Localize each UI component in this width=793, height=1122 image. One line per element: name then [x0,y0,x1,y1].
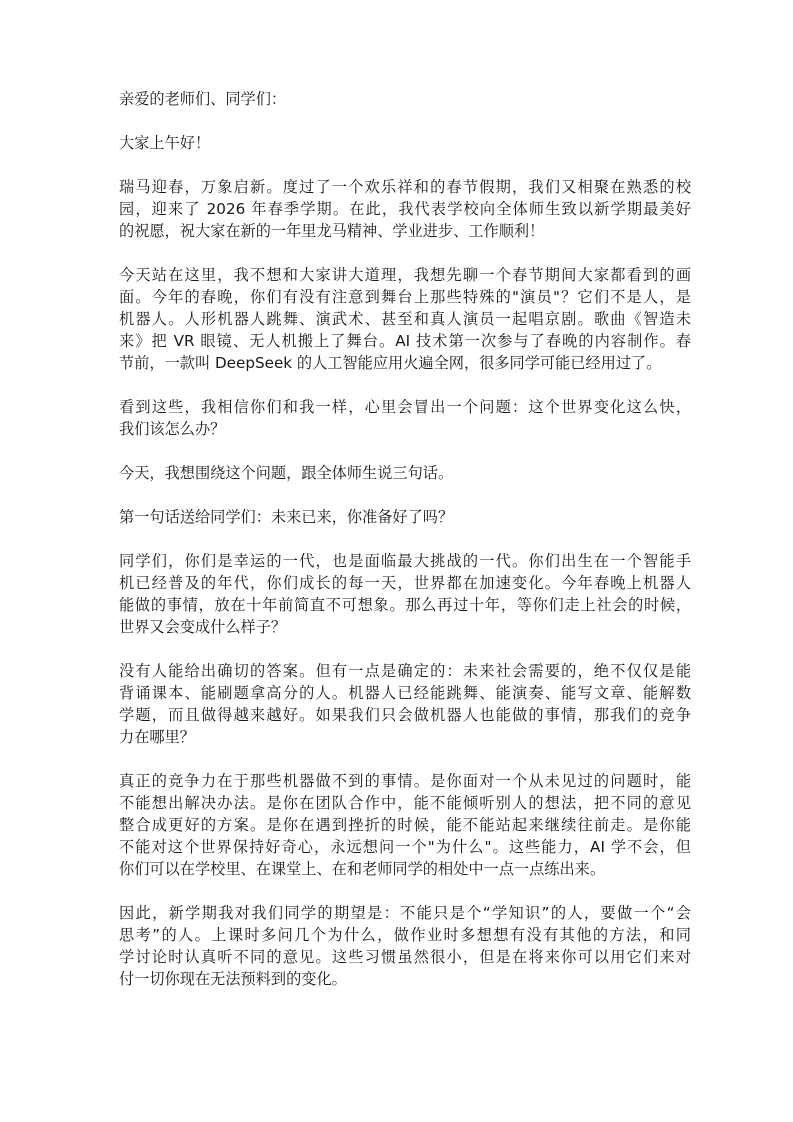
text-line: 节前，一款叫 DeepSeek 的人工智能应用火遍全网，很多同学可能已经用过了。 [119,354,662,372]
paragraph [119,550,691,638]
document-body [119,88,691,1012]
text-line: 机已经普及的年代，你们成长的每一天，世界都在加速变化。今年春晚上机器人 [119,574,691,592]
text-line: 世界又会变成什么样子？ [119,618,287,636]
text-line: 今天，我想围绕这个问题，跟全体师生说三句话。 [119,464,454,482]
text-line: 面。今年的春晚，你们有没有注意到舞台上那些特殊的"演员"？它们不是人，是 [119,288,691,306]
paragraph [119,132,691,154]
text-line: 亲爱的老师们、同学们： [119,90,287,108]
text-line: 大家上午好！ [119,134,211,152]
text-line: 今天站在这里，我不想和大家讲大道理，我想先聊一个春节期间大家都看到的画 [119,266,691,284]
text-line: 的祝愿，祝大家在新的一年里龙马精神、学业进步、工作顺利！ [119,222,545,240]
paragraph [119,506,691,528]
text-line: 背诵课本、能刷题拿高分的人。机器人已经能跳舞、能演奏、能写文章、能解数 [119,684,691,702]
paragraph [119,88,691,110]
text-line: 同学们，你们是幸运的一代，也是面临最大挑战的一代。你们出生在一个智能手 [119,552,691,570]
paragraph [119,176,691,242]
text-line: 来》把 VR 眼镜、无人机搬上了舞台。AI 技术第一次参与了春晚的内容制作。春 [119,332,691,350]
paragraph [119,264,691,374]
text-line: 付一切你现在无法预料到的变化。 [119,970,347,988]
paragraph [119,770,691,880]
paragraph [119,902,691,990]
text-line: 瑞马迎春，万象启新。度过了一个欢乐祥和的春节假期，我们又相聚在熟悉的校 [119,178,691,196]
text-line: 没有人能给出确切的答案。但有一点是确定的：未来社会需要的，绝不仅仅是能 [119,662,691,680]
text-line: 看到这些，我相信你们和我一样，心里会冒出一个问题：这个世界变化这么快， [119,398,691,416]
paragraph [119,660,691,748]
text-line: 力在哪里？ [119,728,195,746]
text-line: 我们该怎么办？ [119,420,226,438]
text-line: 真正的竞争力在于那些机器做不到的事情。是你面对一个从未见过的问题时，能 [119,772,691,790]
text-line: 能做的事情，放在十年前简直不可想象。那么再过十年，等你们走上社会的时候， [119,596,691,614]
text-line: 整合成更好的方案。是你在遇到挫折的时候，能不能站起来继续往前走。是你能 [119,816,691,834]
text-line: 因此，新学期我对我们同学的期望是：不能只是个“学知识”的人，要做一个“会 [119,904,691,922]
text-line: 你们可以在学校里、在课堂上、在和老师同学的相处中一点一点练出来。 [119,860,605,878]
text-line: 学讨论时认真听不同的意见。这些习惯虽然很小，但是在将来你可以用它们来对 [119,948,691,966]
text-line: 思考”的人。上课时多问几个为什么，做作业时多想想有没有其他的方法，和同 [119,926,691,944]
text-line: 园，迎来了 2026 年春季学期。在此，我代表学校向全体师生致以新学期最美好 [119,200,691,218]
paragraph [119,462,691,484]
text-line: 学题，而且做得越来越好。如果我们只会做机器人也能做的事情，那我们的竞争 [119,706,691,724]
paragraph [119,396,691,440]
text-line: 机器人。人形机器人跳舞、演武术、甚至和真人演员一起唱京剧。歌曲《智造未 [119,310,691,328]
text-line: 不能对这个世界保持好奇心，永远想问一个"为什么"。这些能力，AI 学不会，但 [119,838,691,856]
text-line: 不能想出解决办法。是你在团队合作中，能不能倾听别人的想法，把不同的意见 [119,794,691,812]
text-line: 第一句话送给同学们：未来已来，你准备好了吗？ [119,508,454,526]
